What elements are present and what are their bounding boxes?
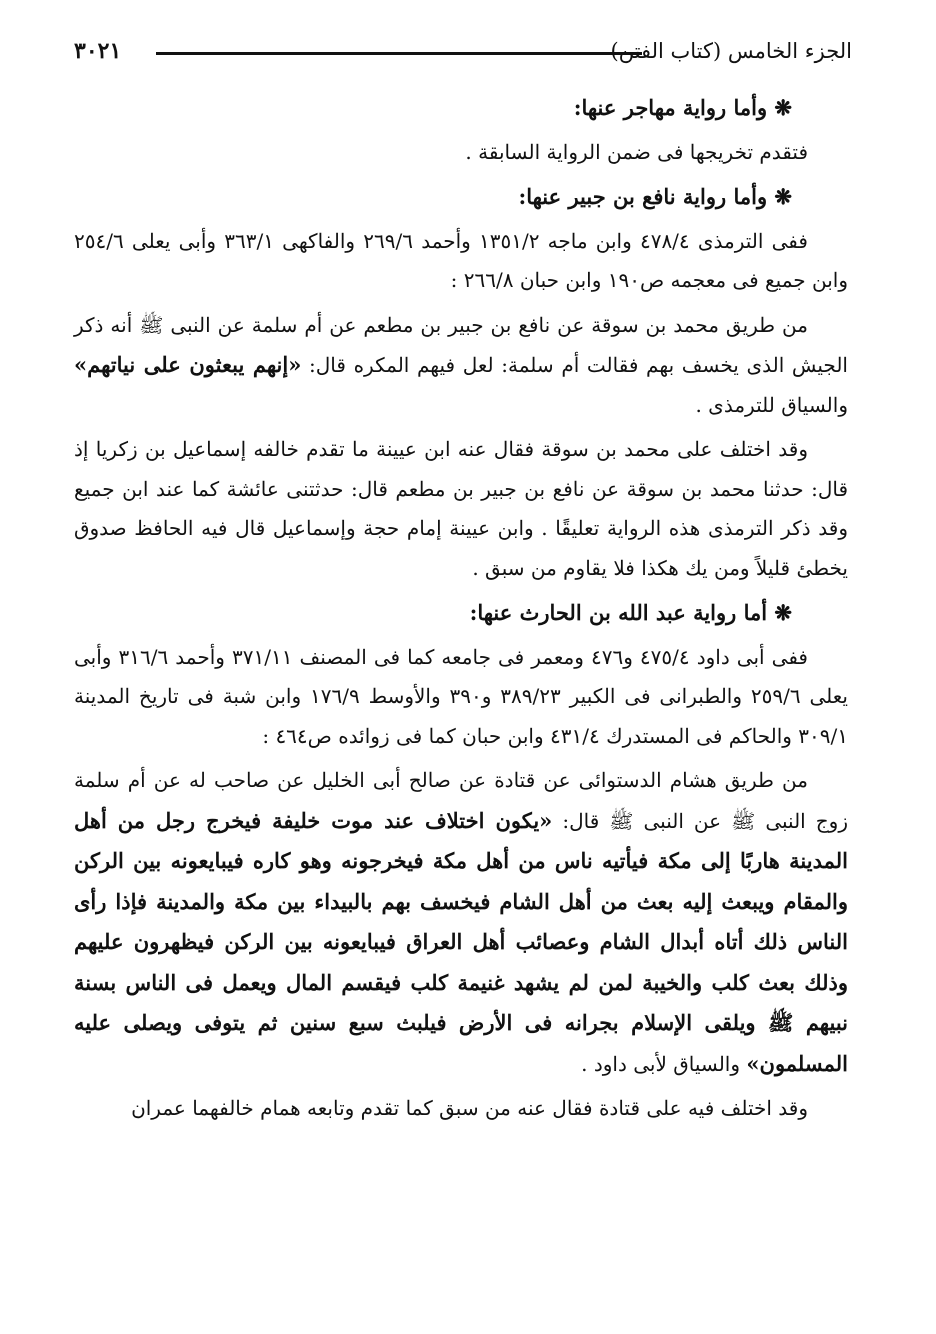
- hadith-quote: «يكون اختلاف عند موت خليفة فيخرج رجل من أهل المدينة هاربًا إلى مكة فيأتيه ناس من أهل مكة فيخرجونه وهو كاره فيبايعونه بين الركن والمقام ويبعث إليه بعث من أهل الشام فيخسف بهم بالبيداء بين مكة والمدينة فإذا رأى الناس ذلك أتاه أبدال الشام وعصائب أهل العراق فيبايعونه بين الركن فيظهرون عليهم وذلك بعث كلب والخيبة لمن لم يشهد غنيمة كلب فيقسم المال ويعمل فى الناس بسنة نبيهم ﷺ ويلقى الإسلام بجرانه فى الأرض فيلبث سبع سنين ثم يتوفى ويصلى عليه المسلمون»: [74, 807, 848, 1076]
- section-heading-nafi: ❋ وأما رواية نافع بن جبير عنها:: [518, 184, 792, 209]
- paragraph-ikhtilaf-qatada: وقد اختلف فيه على قتادة فقال عنه من سبق كما تقدم وتابعه همام خالفهما عمران: [131, 1096, 808, 1120]
- hadith-quote: «إنهم يبعثون على نياتهم»: [74, 352, 302, 377]
- page-number: ٣٠٢١: [74, 38, 122, 64]
- paragraph-abdullah-sources: ففى أبى داود ٤٧٥/٤ و٤٧٦ ومعمر فى جامعه كما فى المصنف ٣٧١/١١ وأحمد ٣١٦/٦ وأبى يعلى ٢٥٩/٦ والطبرانى فى الكبير ٣٨٩/٢٣ و٣٩٠ والأوسط ١٧٦/٩ وابن شبة فى تاريخ المدينة ٣٠٩/١ والحاكم فى المستدرك ٤٣١/٤ وابن حبان كما فى زوائده ص٤٦٤ :: [74, 644, 848, 748]
- chain-tail: والسياق للترمذى .: [695, 392, 848, 417]
- paragraph-ikhtilaf-sawqa: وقد اختلف على محمد بن سوقة فقال عنه ابن عيينة ما تقدم خالفه إسماعيل بن زكريا إذ قال: حدثنا محمد بن سوقة عن نافع بن جبير بن مطعم قال: حدثتنى عائشة كما عند ابن جميع وقد ذكر الترمذى هذه الرواية تعليقًا . وابن عيينة إمام حجة وإسماعيل قال فيه الحافظ صدوق يخطئ قليلاً ومن يك هكذا فلا يقاوم من سبق .: [74, 437, 848, 580]
- paragraph-nafi-chain: [74, 306, 848, 426]
- running-title: الجزء الخامس (كتاب الفتن): [610, 39, 852, 63]
- chain-text: من طريق هشام الدستوائى عن قتادة عن صالح أبى الخليل عن صاحب له عن أم سلمة زوج النبى ﷺ عن النبى ﷺ قال:: [74, 768, 848, 833]
- paragraph-muhajir: فتقدم تخريجها فى ضمن الرواية السابقة .: [465, 139, 808, 164]
- paragraph-nafi-sources: ففى الترمذى ٤٧٨/٤ وابن ماجه ١٣٥١/٢ وأحمد ٢٦٩/٦ والفاكهى ٣٦٣/١ وأبى يعلى ٢٥٤/٦ وابن جميع فى معجمه ص١٩٠ وابن حبان ٢٦٦/٨ :: [74, 228, 848, 292]
- chain-tail: والسياق لأبى داود .: [581, 1051, 747, 1076]
- page-header: [74, 34, 852, 68]
- chain-text: من طريق محمد بن سوقة عن نافع بن جبير بن مطعم عن أم سلمة عن النبى ﷺ أنه ذكر الجيش الذى يخسف بهم فقالت أم سلمة: لعل فيهم المكره قال:: [74, 312, 848, 377]
- section-heading-muhajir: ❋ وأما رواية مهاجر عنها:: [573, 95, 792, 120]
- header-rule: [156, 52, 642, 55]
- body-text: [74, 88, 848, 1134]
- section-heading-abdullah: ❋ أما رواية عبد الله بن الحارث عنها:: [469, 600, 792, 625]
- paragraph-abdullah-chain: [74, 761, 848, 1084]
